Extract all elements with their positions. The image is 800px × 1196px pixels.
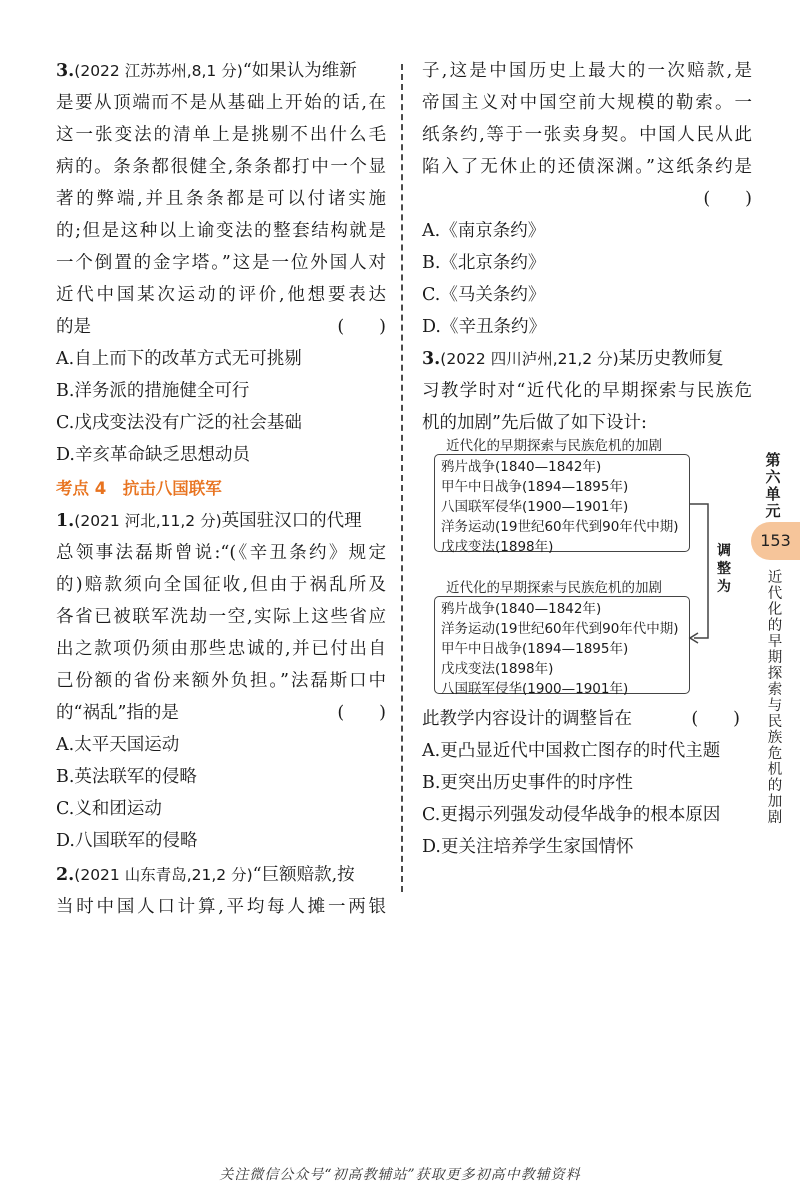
question-number: 3. <box>422 349 441 369</box>
page-number: 153 <box>751 522 800 560</box>
question-text-line: 近代中国某次运动的评价,他想要表达 <box>56 285 386 305</box>
diagram-title-before: 近代化的早期探索与民族危机的加剧 <box>446 438 662 454</box>
question-text-line: 机的加剧”先后做了如下设计: <box>422 413 647 433</box>
option-c[interactable]: C.《马关条约》 <box>422 285 546 305</box>
question-text: “巨额赔款,按 <box>252 865 355 885</box>
question-text-line: 的)赔款须向全国征收,但由于祸乱所及 <box>56 575 386 595</box>
section-heading: 考点 4 抗击八国联军 <box>56 479 222 498</box>
unit-char: 第 <box>765 451 781 469</box>
question-2-first-line <box>56 860 386 890</box>
event-list-before <box>434 454 690 555</box>
event-list-after <box>434 596 690 697</box>
option-c[interactable]: C.更揭示列强发动侵华战争的根本原因 <box>422 805 721 825</box>
question-source: (2022 四川泸州,21,2 分) <box>440 350 619 368</box>
question-text-end: 此教学内容设计的调整旨在 <box>422 709 632 729</box>
option-a[interactable]: A.更凸显近代中国救亡图存的时代主题 <box>422 741 721 761</box>
option-b[interactable]: B.英法联军的侵略 <box>56 767 197 787</box>
option-d[interactable]: D.更关注培养学生家国情怀 <box>422 837 634 857</box>
question-text-line <box>56 698 386 728</box>
question-text-line: 一个倒置的金字塔。”这是一位外国人对 <box>56 253 386 273</box>
question-text-line: 帝国主义对中国空前大规模的勒索。一 <box>422 93 752 113</box>
question-text: “如果认为维新 <box>242 61 357 81</box>
question-3-first-line <box>422 344 752 374</box>
question-text-line: 的;但是这种以上谕变法的整套结构就是 <box>56 221 386 241</box>
question-number: 3. <box>56 61 75 81</box>
question-source: (2021 山东青岛,21,2 分) <box>74 866 253 884</box>
adjust-label-char: 整 <box>717 561 731 577</box>
event-item: 甲午中日战争(1894—1895年) <box>441 479 629 495</box>
answer-parentheses[interactable]: ( ) <box>703 189 752 209</box>
event-item: 洋务运动(19世纪60年代到90年代中期) <box>441 621 679 637</box>
question-source: (2022 江苏苏州,8,1 分) <box>74 62 243 80</box>
unit-char: 六 <box>765 468 781 486</box>
question-source: (2021 河北,11,2 分) <box>74 512 222 530</box>
question-text-line: 著的弊端,并且条条都是可以付诸实施 <box>56 189 386 209</box>
question-text-line: 病的。条条都很健全,条条都打中一个显 <box>56 157 386 177</box>
question-text: 英国驻汉口的代理 <box>221 511 362 531</box>
unit-label <box>756 452 790 520</box>
option-d[interactable]: D.辛亥革命缺乏思想动员 <box>56 445 250 465</box>
option-a[interactable]: A.《南京条约》 <box>422 221 546 241</box>
option-b[interactable]: B.《北京条约》 <box>422 253 546 273</box>
chapter-title: 近代化的早期探索与民族危机的加剧 <box>767 570 783 826</box>
question-text-line: 当时中国人口计算,平均每人摊一两银 <box>56 897 386 917</box>
option-c[interactable]: C.义和团运动 <box>56 799 162 819</box>
option-c[interactable]: C.戊戌变法没有广泛的社会基础 <box>56 413 302 433</box>
adjust-label-char: 调 <box>717 543 731 559</box>
unit-char: 元 <box>765 502 781 520</box>
question-text-line: 习教学时对“近代化的早期探索与民族危 <box>422 381 752 401</box>
question-text-end: 的“祸乱”指的是 <box>56 703 179 723</box>
event-item: 八国联军侵华(1900—1901年) <box>441 499 629 515</box>
event-item: 戊戌变法(1898年) <box>441 539 554 555</box>
event-item: 戊戌变法(1898年) <box>441 661 554 677</box>
event-item: 八国联军侵华(1900—1901年) <box>441 681 629 697</box>
answer-parentheses[interactable]: ( ) <box>337 317 386 337</box>
event-item: 洋务运动(19世纪60年代到90年代中期) <box>441 519 679 535</box>
answer-parentheses[interactable]: ( ) <box>337 703 386 723</box>
option-a[interactable]: A.自上而下的改革方式无可挑剔 <box>56 349 302 369</box>
diagram-title-after: 近代化的早期探索与民族危机的加剧 <box>446 580 662 596</box>
question-text-line: 己份额的省份来额外负担。”法磊斯口中 <box>56 671 386 691</box>
question-text-line: 陷入了无休止的还债深渊。”这纸条约是 <box>422 157 752 177</box>
question-text-line: 这一张变法的清单上是挑剔不出什么毛 <box>56 125 386 145</box>
column-divider <box>401 64 403 892</box>
question-text-line: 各省已被联军洗劫一空,实际上这些省应 <box>56 607 386 627</box>
question-number: 1. <box>56 511 75 531</box>
question-1-first-line <box>56 506 386 536</box>
question-text: 某历史教师复 <box>618 349 724 369</box>
question-stem-end <box>422 704 752 734</box>
question-3-first-line <box>56 56 386 86</box>
question-text-line: 是要从顶端而不是从基础上开始的话,在 <box>56 93 386 113</box>
option-d[interactable]: D.八国联军的侵略 <box>56 831 198 851</box>
question-text-line: 纸条约,等于一张卖身契。中国人民从此 <box>422 125 752 145</box>
question-text-line: 出之款项仍须由那些忠诚的,并已付出自 <box>56 639 386 659</box>
question-text-line: 子,这是中国历史上最大的一次赔款,是 <box>422 61 752 81</box>
unit-char: 单 <box>765 485 781 503</box>
footer-notice: 关注微信公众号“初高教辅站”获取更多初高中教辅资料 <box>219 1167 581 1183</box>
option-d[interactable]: D.《辛丑条约》 <box>422 317 546 337</box>
answer-line <box>422 184 752 214</box>
adjust-label <box>716 542 732 596</box>
event-item: 甲午中日战争(1894—1895年) <box>441 641 629 657</box>
option-b[interactable]: B.更突出历史事件的时序性 <box>422 773 633 793</box>
option-a[interactable]: A.太平天国运动 <box>56 735 180 755</box>
adjust-label-char: 为 <box>717 579 731 595</box>
question-number: 2. <box>56 865 75 885</box>
answer-parentheses[interactable]: ( ) <box>691 709 740 729</box>
event-item: 鸦片战争(1840—1842年) <box>441 601 602 617</box>
question-text-line <box>56 312 386 342</box>
question-text-end: 的是 <box>56 317 91 337</box>
event-item: 鸦片战争(1840—1842年) <box>441 459 602 475</box>
option-b[interactable]: B.洋务派的措施健全可行 <box>56 381 250 401</box>
question-text-line: 总领事法磊斯曾说:“(《辛丑条约》规定 <box>56 543 386 563</box>
